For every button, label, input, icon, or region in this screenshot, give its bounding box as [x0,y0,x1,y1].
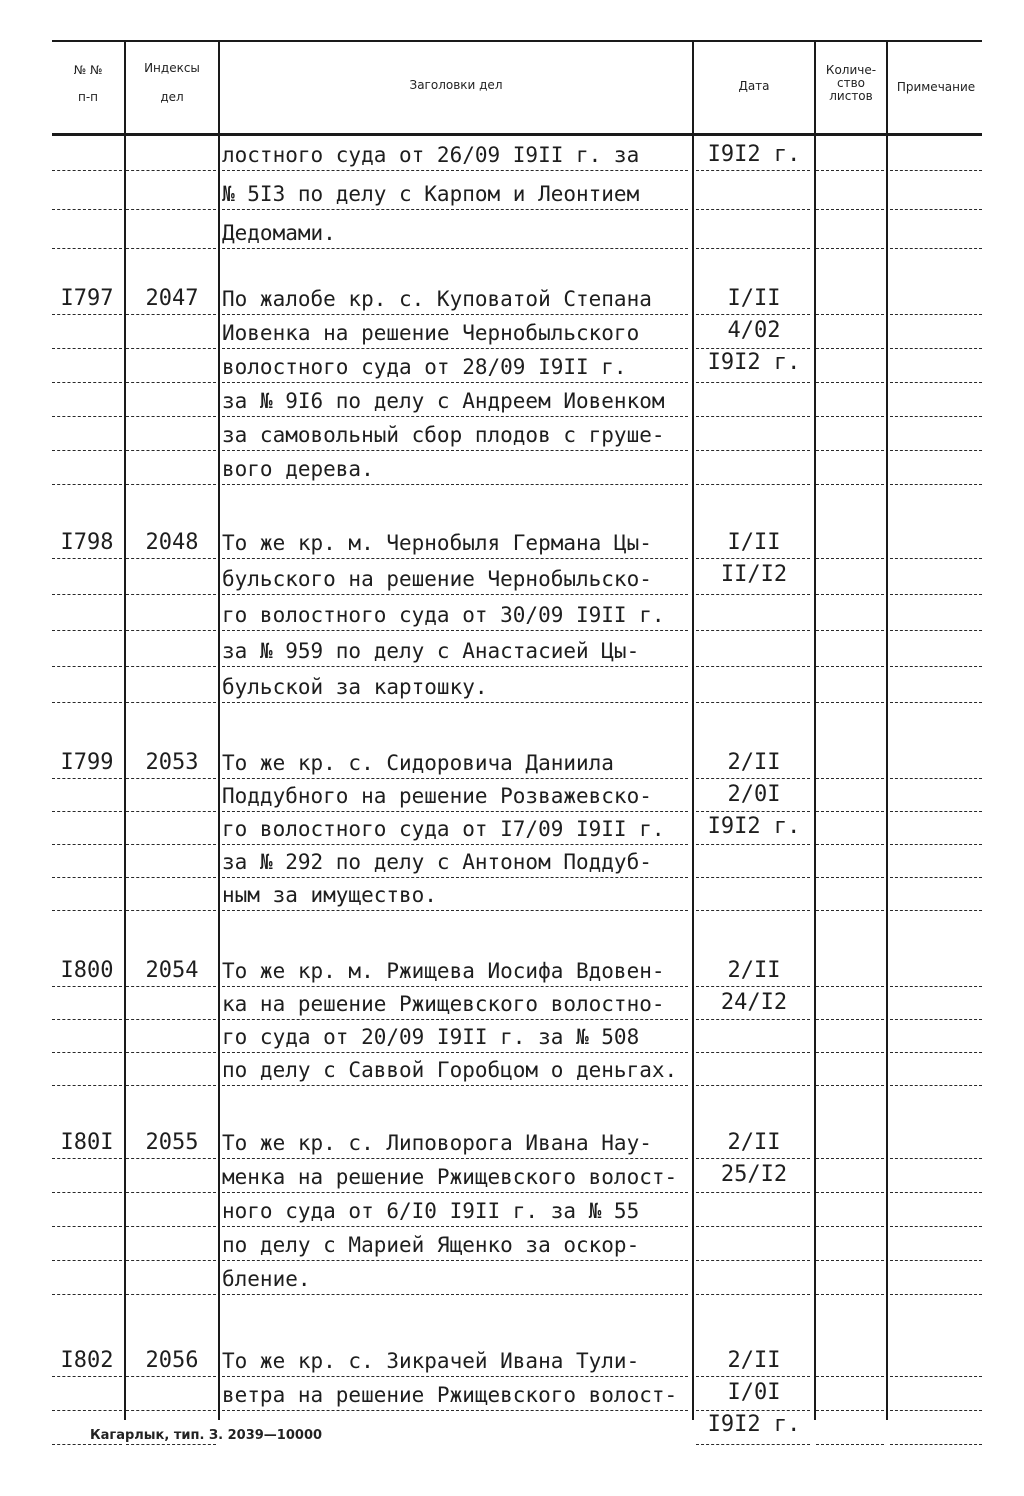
ruled-line [126,778,216,779]
ruled-line [696,1260,810,1261]
title-underline [222,382,688,383]
ruled-line [890,1019,982,1020]
record-date: 2/II [727,958,781,983]
ruled-line [52,382,122,383]
ruled-line [696,450,810,451]
title-underline [222,1294,688,1295]
ruled-line [890,484,982,485]
ruled-line [890,248,982,249]
ruled-line [126,1444,216,1445]
ruled-line [696,348,810,349]
record-title-line: То же кр. с. Липоворога Ивана Нау- [222,1131,652,1155]
record-index: 2055 [145,1130,199,1155]
record-date: 25/I2 [720,1162,788,1187]
ruled-line [890,450,982,451]
ruled-line [816,1052,884,1053]
ruled-line [696,1158,810,1159]
ruled-line [696,314,810,315]
col-divider-4 [814,40,816,1420]
record-title-line: волостного суда от 28/09 I9II г. [222,355,627,379]
col-divider-3 [692,40,694,1420]
ruled-line [890,666,982,667]
ruled-line [126,1052,216,1053]
record-date: 2/0I [727,782,781,807]
ruled-line [126,986,216,987]
header-num [52,64,124,104]
ruled-line [52,1226,122,1227]
record-title-line: за самовольный сбор плодов с груше- [222,423,665,447]
ruled-line [890,594,982,595]
header-index-label: Индексы [144,61,200,75]
ruled-line [816,1019,884,1020]
ruled-line [696,844,810,845]
ruled-line [52,910,122,911]
ruled-line [890,1444,982,1445]
record-date: I/II [727,530,781,555]
title-underline [222,1085,688,1086]
ruled-line [126,811,216,812]
ruled-line [52,209,122,210]
record-title-line: Иовенка на решение Чернобыльского [222,321,640,345]
record-index: 2053 [145,750,199,775]
title-underline [222,1192,688,1193]
record-title-line: за № 959 по делу с Анастасией Цы- [222,639,640,663]
record-title-line: по делу с Саввой Горобцом о деньгах. [222,1058,678,1082]
title-underline [222,348,688,349]
ruled-line [816,450,884,451]
top-rule [52,40,982,42]
ruled-line [126,170,216,171]
title-underline [222,209,688,210]
ruled-line [126,1226,216,1227]
ruled-line [816,209,884,210]
ruled-line [890,1294,982,1295]
ruled-line [816,811,884,812]
ruled-line [816,877,884,878]
ruled-line [696,170,810,171]
ruled-line [890,811,982,812]
record-title-line: По жалобе кр. с. Куповатой Степана [222,287,652,311]
ruled-line [696,630,810,631]
record-title-line: го суда от 20/09 I9II г. за № 508 [222,1025,640,1049]
ruled-line [52,1192,122,1193]
record-index: 2056 [145,1348,199,1373]
ruled-line [126,1376,216,1377]
ruled-line [816,1226,884,1227]
header-note: Примечание [896,80,976,94]
ruled-line [52,594,122,595]
ruled-line [126,484,216,485]
ruled-line [890,1226,982,1227]
title-underline [222,450,688,451]
record-title-line: бульской за картошку. [222,675,488,699]
record-title-line: То же кр. м. Чернобыля Германа Цы- [222,531,652,555]
ruled-line [126,910,216,911]
ruled-line [696,416,810,417]
record-date: 2/II [727,1348,781,1373]
record-date: I/II [727,286,781,311]
ruled-line [126,348,216,349]
ruled-line [816,1085,884,1086]
title-underline [222,986,688,987]
ruled-line [52,1260,122,1261]
ruled-line [52,348,122,349]
record-index: 2047 [145,286,199,311]
title-underline [222,1019,688,1020]
title-underline [222,811,688,812]
ruled-line [52,1376,122,1377]
record-date: 4/02 [727,318,781,343]
title-underline [222,558,688,559]
ruled-line [816,170,884,171]
record-title-line: То же кр. м. Ржищева Иосифа Вдовен- [222,959,665,983]
ruled-line [126,558,216,559]
ruled-line [52,702,122,703]
ruled-line [696,986,810,987]
ruled-line [816,484,884,485]
ruled-line [890,1085,982,1086]
title-underline [222,1158,688,1159]
record-title-line: лостного суда от 26/09 I9II г. за [222,143,640,167]
ruled-line [890,1052,982,1053]
ruled-line [890,314,982,315]
record-title-line: го волостного суда от I7/09 I9II г. [222,817,665,841]
record-title-line: по делу с Марией Ященко за оскор- [222,1233,640,1257]
record-number: I80I [60,1130,114,1155]
ruled-line [52,844,122,845]
title-underline [222,630,688,631]
record-date: 24/I2 [720,990,788,1015]
header-bottom-rule [52,133,982,136]
record-index: 2054 [145,958,199,983]
ruled-line [816,630,884,631]
ruled-line [890,778,982,779]
record-date: 2/II [727,750,781,775]
ruled-line [696,209,810,210]
ruled-line [52,314,122,315]
ruled-line [696,594,810,595]
ruled-line [126,1019,216,1020]
ruled-line [816,910,884,911]
ruled-line [890,558,982,559]
ruled-line [696,1192,810,1193]
record-number: I800 [60,958,114,983]
ruled-line [696,382,810,383]
ruled-line [52,450,122,451]
ruled-line [696,1052,810,1053]
ruled-line [126,1294,216,1295]
ruled-line [816,778,884,779]
ruled-line [816,416,884,417]
record-index: 2048 [145,530,199,555]
ruled-line [52,1444,122,1445]
ruled-line [52,630,122,631]
ruled-line [52,1085,122,1086]
ruled-line [816,382,884,383]
title-underline [222,702,688,703]
title-underline [222,594,688,595]
record-title-line: Дедомами. [222,221,336,245]
ruled-line [52,778,122,779]
record-title-line: ветра на решение Ржищевского волост- [222,1383,678,1407]
record-title-line: за № 292 по делу с Антоном Поддуб- [222,850,652,874]
ruled-line [816,594,884,595]
title-underline [222,1260,688,1261]
title-underline [222,170,688,171]
title-underline [222,484,688,485]
ruled-line [890,844,982,845]
record-title-line: бульского на решение Чернобыльско- [222,567,652,591]
record-title-line: бление. [222,1267,311,1291]
record-date: 2/II [727,1130,781,1155]
ruled-line [126,844,216,845]
title-underline [222,314,688,315]
ruled-line [126,450,216,451]
ruled-line [126,1158,216,1159]
ruled-line [126,702,216,703]
ruled-line [890,382,982,383]
ruled-line [696,1410,810,1411]
ruled-line [52,1052,122,1053]
ruled-line [126,594,216,595]
title-underline [222,877,688,878]
ruled-line [816,1158,884,1159]
ruled-line [696,1376,810,1377]
ruled-line [126,314,216,315]
record-title-line: То же кр. с. Зикрачей Ивана Тули- [222,1349,640,1373]
record-number: I797 [60,286,114,311]
record-title-line: го волостного суда от 30/09 I9II г. [222,603,665,627]
header-date: Дата [738,79,770,93]
ruled-line [816,986,884,987]
ruled-line [696,702,810,703]
ruled-line [890,910,982,911]
ruled-line [52,666,122,667]
record-title-line: Поддубного на решение Розважевско- [222,784,652,808]
col-divider-1 [124,40,126,1420]
record-number: I798 [60,530,114,555]
ruled-line [696,1085,810,1086]
ruled-line [696,1294,810,1295]
ruled-line [126,630,216,631]
ruled-line [126,1410,216,1411]
record-number: I799 [60,750,114,775]
record-date: I9I2 г. [707,350,801,375]
title-underline [222,1226,688,1227]
record-title-line: № 5I3 по делу с Карпом и Леонтием [222,182,640,206]
ruled-line [890,416,982,417]
ruled-line [126,209,216,210]
ruled-line [52,416,122,417]
ruled-line [816,844,884,845]
ruled-line [52,877,122,878]
ruled-line [890,1410,982,1411]
record-title-line: вого дерева. [222,457,374,481]
ruled-line [696,248,810,249]
ruled-line [52,1158,122,1159]
ruled-line [126,1260,216,1261]
record-title-line: за № 9I6 по делу с Андреем Иовенком [222,389,665,413]
title-underline [222,1052,688,1053]
record-date: II/I2 [720,562,788,587]
header-num-sub: п-п [77,90,99,104]
ruled-line [696,910,810,911]
ruled-line [696,484,810,485]
ruled-line [126,416,216,417]
ruled-line [52,1294,122,1295]
record-title-line: ного суда от 6/I0 I9II г. за № 55 [222,1199,640,1223]
ruled-line [696,1444,810,1445]
ruled-line [890,702,982,703]
header-index [126,62,218,104]
ruled-line [816,248,884,249]
record-title-line: ка на решение Ржищевского волостно- [222,992,665,1016]
printer-imprint: Кагарлык, тип. З. 2039—10000 [90,1428,323,1443]
ruled-line [890,1260,982,1261]
ruled-line [696,811,810,812]
record-date: I/0I [727,1380,781,1405]
record-date: I9I2 г. [707,142,801,167]
ruled-line [816,1294,884,1295]
title-underline [222,248,688,249]
ruled-line [890,1158,982,1159]
record-number: I802 [60,1348,114,1373]
ruled-line [696,558,810,559]
ruled-line [696,877,810,878]
record-title-line: То же кр. с. Сидоровича Даниила [222,751,614,775]
ruled-line [52,811,122,812]
title-underline [222,910,688,911]
ruled-line [126,248,216,249]
ruled-line [126,1192,216,1193]
ruled-line [816,666,884,667]
ruled-line [126,877,216,878]
ruled-line [52,1019,122,1020]
col-divider-2 [218,40,220,1420]
title-underline [222,1376,688,1377]
title-underline [222,1410,688,1411]
ruled-line [126,1085,216,1086]
ruled-line [890,348,982,349]
ruled-line [816,348,884,349]
ruled-line [890,630,982,631]
ruled-line [890,1376,982,1377]
ruled-line [52,558,122,559]
title-underline [222,666,688,667]
record-date: I9I2 г. [707,814,801,839]
title-underline [222,844,688,845]
ruled-line [816,1444,884,1445]
ruled-line [52,170,122,171]
ruled-line [696,666,810,667]
ruled-line [52,986,122,987]
ruled-line [126,666,216,667]
ruled-line [816,314,884,315]
ruled-line [696,1226,810,1227]
ruled-line [816,1410,884,1411]
record-title-line: менка на решение Ржищевского волост- [222,1165,678,1189]
ruled-line [816,558,884,559]
ruled-line [890,877,982,878]
record-title-line: ным за имущество. [222,883,437,907]
header-title: Заголовки дел [409,78,503,92]
title-underline [222,778,688,779]
ruled-line [816,1192,884,1193]
ruled-line [890,209,982,210]
col-divider-5 [886,40,888,1420]
ruled-line [816,1260,884,1261]
ruled-line [52,484,122,485]
ruled-line [890,986,982,987]
ruled-line [890,1192,982,1193]
header-num-label: № № [73,63,103,77]
ruled-line [696,778,810,779]
ruled-line [52,1410,122,1411]
ruled-line [696,1019,810,1020]
record-date: I9I2 г. [707,1412,801,1437]
header-index-sub: дел [160,90,184,104]
ruled-line [126,382,216,383]
header-count: Количе- ство листов [825,63,877,103]
ruled-line [816,702,884,703]
title-underline [222,416,688,417]
ruled-line [52,248,122,249]
ruled-line [816,1376,884,1377]
ruled-line [890,170,982,171]
